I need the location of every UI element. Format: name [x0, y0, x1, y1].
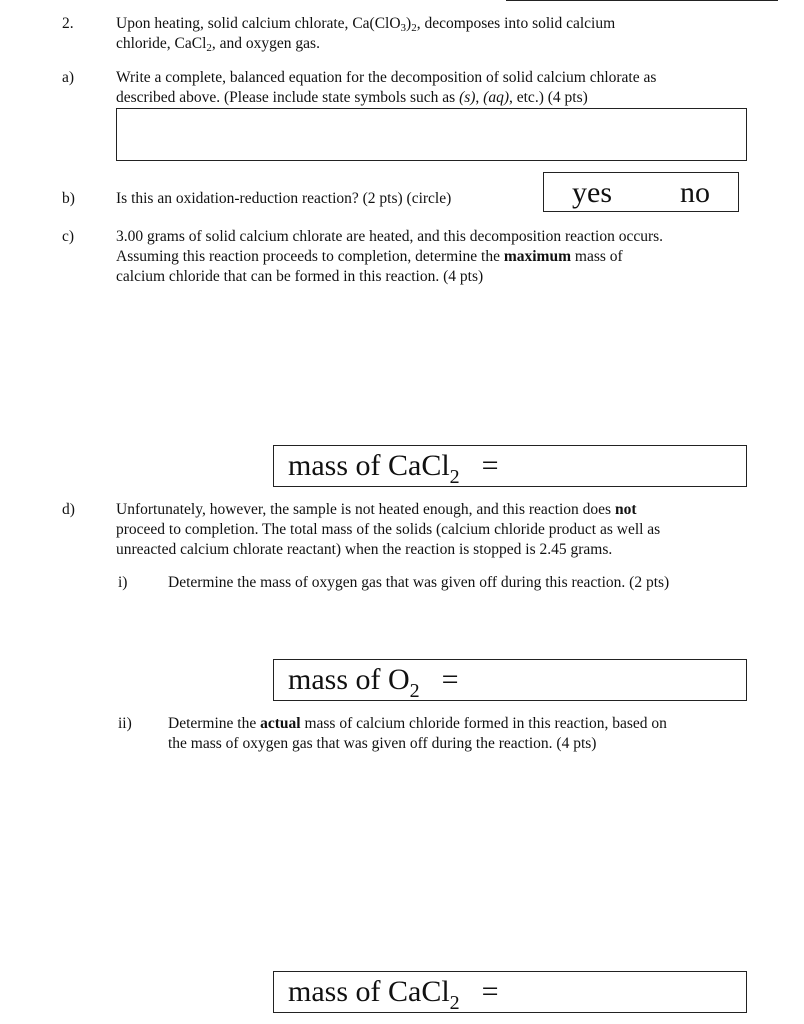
part-c-text: 3.00 grams of solid calcium chlorate are heated, and this decomposition reaction occurs. Assuming this reaction proceeds to completion, determine the maximum mass of calcium chloride that can be formed in this reaction. (4 pts) — [116, 228, 664, 285]
part-d-ii-text: Determine the actual mass of calcium chloride formed in this reaction, based on the mass of oxygen gas that was given off during the reaction. (4 pts) — [168, 715, 667, 752]
part-d-i-text: Determine the mass of oxygen gas that was given off during this reaction. (2 pts) — [168, 574, 670, 591]
calcium-chlorate-formula: $Ca(ClO_3)_2$ — [352, 15, 417, 34]
yes-no-choice-box — [543, 172, 739, 212]
question-intro-line1: Upon heating, solid calcium chlorate, $Ca(ClO_3)_2$, decomposes into solid calcium — [116, 15, 616, 34]
actual-mass-cacl2-answer-box[interactable]: mass of CaCl$_2$ = — [273, 971, 747, 1013]
calcium-chloride-formula: CaCl$_2$ — [174, 35, 212, 54]
part-d-text: Unfortunately, however, the sample is not heated enough, and this reaction does not proceed to completion. The total mass of the solids (calcium chloride product as well as unreacted calcium chlorate reactant) when the reaction is stopped is 2.45 grams. — [116, 501, 661, 558]
part-c-label: c) — [62, 228, 75, 245]
equation-answer-box[interactable] — [116, 108, 747, 161]
no-option[interactable]: no — [680, 176, 710, 209]
part-b-question: Is this an oxidation-reduction reaction? (2 pts) (circle) — [116, 190, 452, 207]
question-number: 2. — [62, 15, 74, 32]
question-intro-line2: chloride, CaCl$_2$, and oxygen gas. — [116, 35, 320, 54]
max-mass-cacl2-answer-box[interactable]: mass of CaCl$_2$ = — [273, 445, 747, 487]
part-a-text: Write a complete, balanced equation for the decomposition of solid calcium chlorate as described above. (Please include state symbols such as (s), (aq), etc.) (4 pts) — [116, 69, 657, 106]
part-b-label: b) — [62, 190, 75, 207]
part-d-i-label: i) — [118, 574, 128, 591]
part-d-ii-label: ii) — [118, 715, 132, 732]
question-intro — [116, 14, 746, 54]
yes-option[interactable]: yes — [572, 176, 612, 209]
top-rule — [506, 0, 778, 1]
part-d-label: d) — [62, 501, 75, 518]
part-a-label: a) — [62, 69, 75, 86]
mass-o2-answer-box[interactable]: mass of $O_2$ = — [273, 659, 747, 701]
